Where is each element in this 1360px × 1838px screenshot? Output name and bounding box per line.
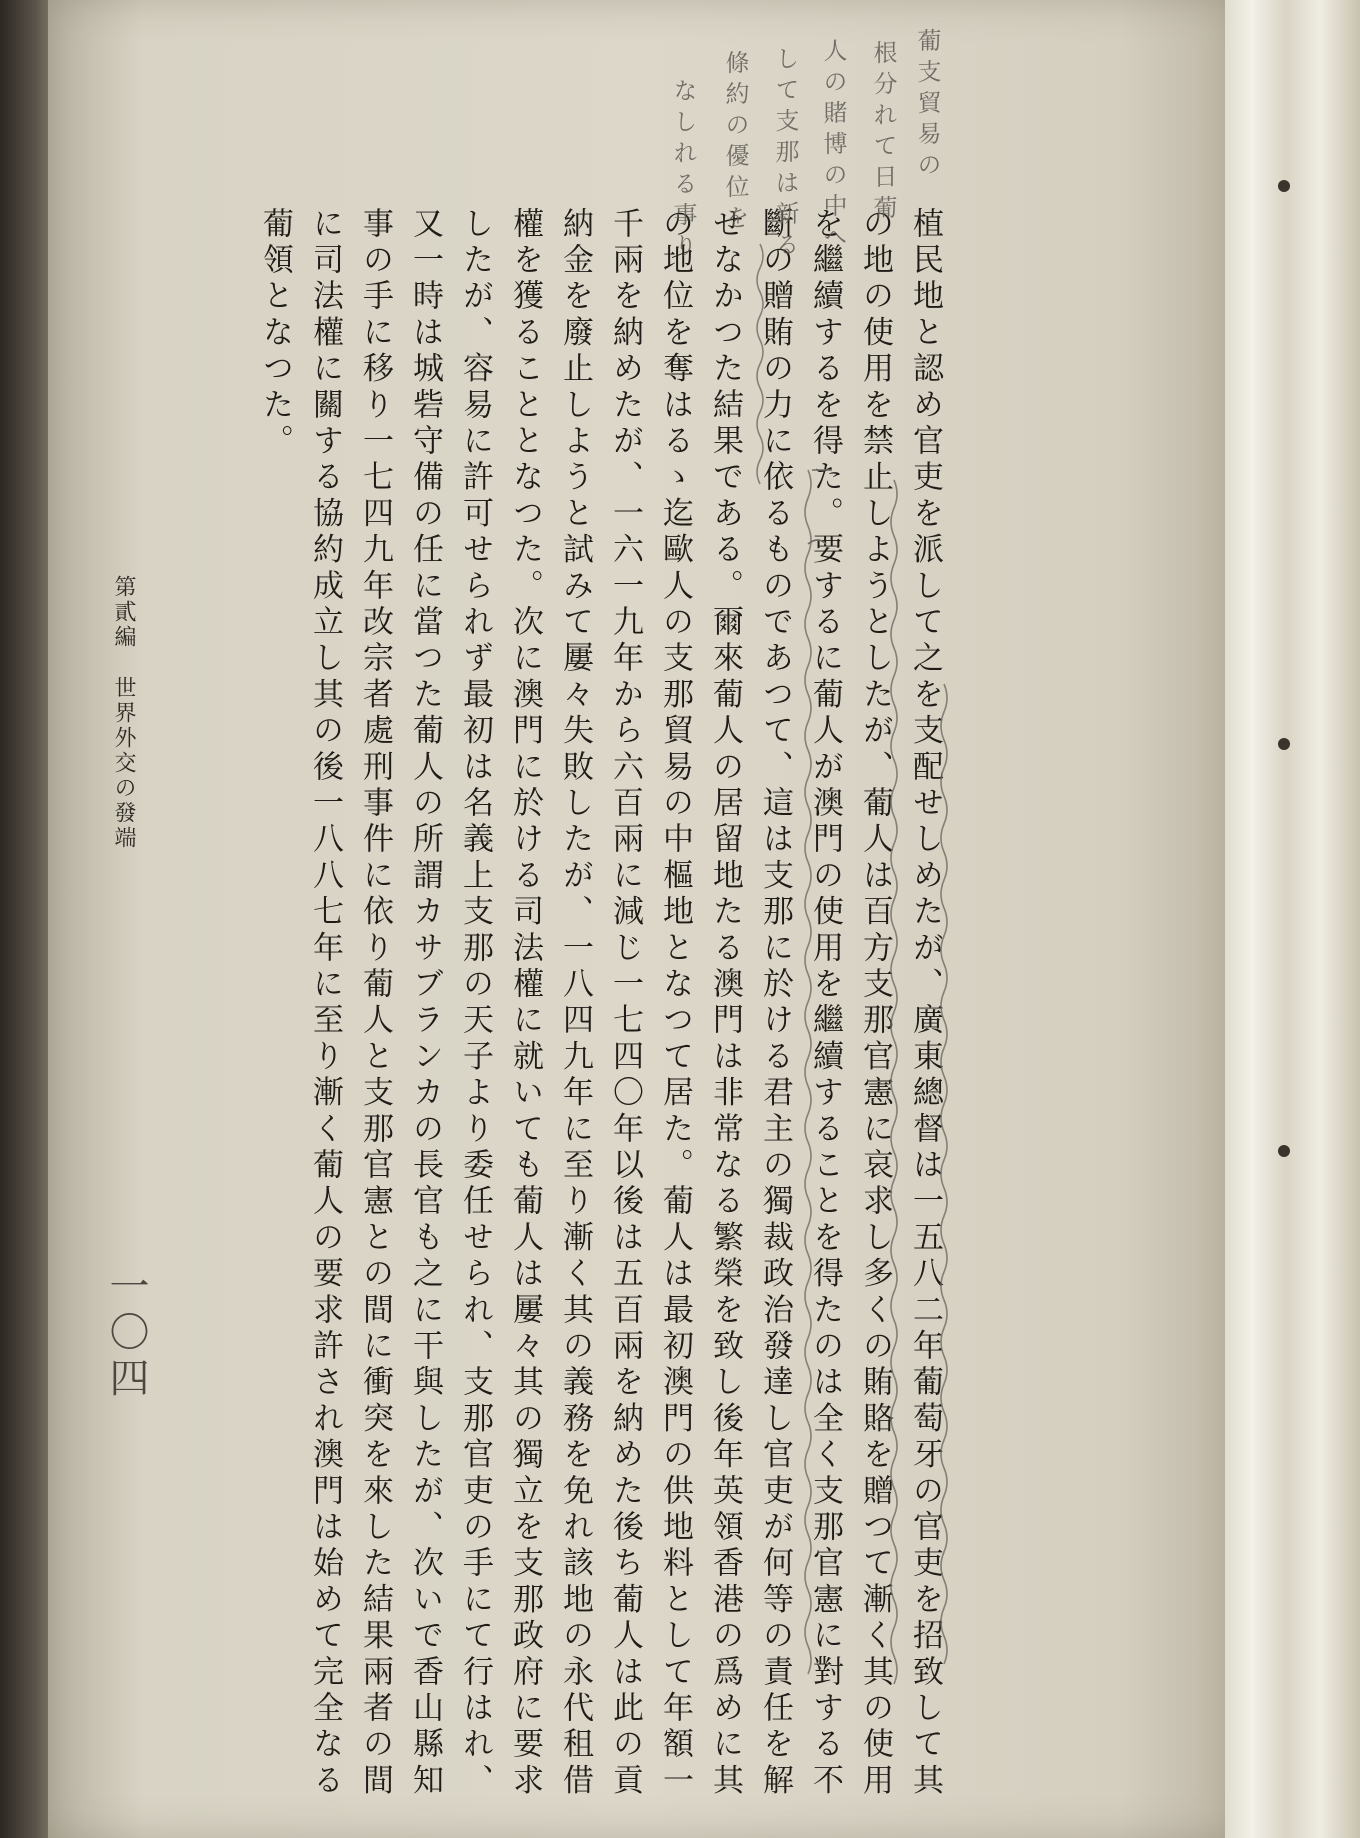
pencil-wavy-line — [805, 470, 811, 1674]
pencil-wavy-line — [757, 244, 763, 484]
text-column-10: したが、容易に許可せられず最初は名義上支那の天子より委任せられ、支那官吏の手にて行はれ、 — [457, 207, 493, 1800]
handwritten-note-6: なしれる事り — [669, 77, 697, 265]
handwritten-note-1: 葡支貿易の — [913, 27, 941, 184]
text-column-9: 權を獲ることとなつた。次に澳門に於ける司法權に就いても葡人は屢々其の獨立を支那政府に要求 — [507, 207, 543, 1800]
text-column-12: 事の手に移り一七四九年改宗者處刑事件に依り葡人と支那官憲との間に衝突を來した結果兩者の間 — [357, 207, 393, 1800]
text-column-1: 植民地と認め官吏を派して之を支配せしめたが、廣東總督は一五八二年葡萄牙の官吏を招致して其 — [907, 207, 943, 1800]
running-footer — [108, 575, 139, 851]
text-column-8: 納金を廢止しようと試みて屢々失敗したが、一八四九年に至り漸く其の義務を免れ該地の永代租借 — [557, 207, 593, 1800]
text-column-13: に司法權に關する協約成立し其の後一八八七年に至り漸く葡人の要求許され澳門は始めて完全なる — [307, 207, 343, 1800]
text-column-11: 又一時は城砦守備の任に當つた葡人の所謂カサブランカの長官も之に干與したが、次いで香山縣知 — [407, 207, 443, 1800]
text-column-5: せなかつた結果である。爾來葡人の居留地たる澳門は非常なる繁榮を致し後年英領香港の爲めに其 — [707, 207, 743, 1800]
text-column-6: の地位を奪はるゝ迄歐人の支那貿易の中樞地となつて居た。葡人は最初澳門の供地料として年額一 — [657, 207, 693, 1800]
text-column-4: 斷の贈賄の力に依るものであつて、這は支那に於ける君主の獨裁政治發達し官吏が何等の責任を解 — [757, 207, 793, 1800]
part-label: 第貳編 — [111, 575, 136, 650]
text-column-14: 葡領となつた。 — [257, 207, 293, 461]
text-column-2: の地の使用を禁止しようとしたが、葡人は百方支那官憲に哀求し多くの賄賂を贈つて漸く其の使用 — [857, 207, 893, 1800]
handwritten-note-2: 根分れて日葡 — [869, 39, 897, 227]
page-number: 一〇四 — [103, 1265, 149, 1403]
handwritten-note-3: 人の賭博の中へ — [819, 37, 847, 256]
handwritten-note-5: 條約の優位を — [721, 49, 749, 237]
text-column-3: を繼續するを得た。要するに葡人が澳門の使用を繼續することを得たのは全く支那官憲に對する不 — [807, 207, 843, 1800]
pencil-wavy-line — [941, 684, 947, 1664]
handwritten-note-4: して支那は新る — [771, 45, 799, 264]
text-column-7: 千兩を納めたが、一六一九年から六百兩に減じ一七四〇年以後は五百兩を納めた後ち葡人は此の貢 — [607, 207, 643, 1800]
chapter-title: 世界外交の發端 — [111, 676, 136, 851]
pencil-wavy-line — [891, 480, 897, 1684]
